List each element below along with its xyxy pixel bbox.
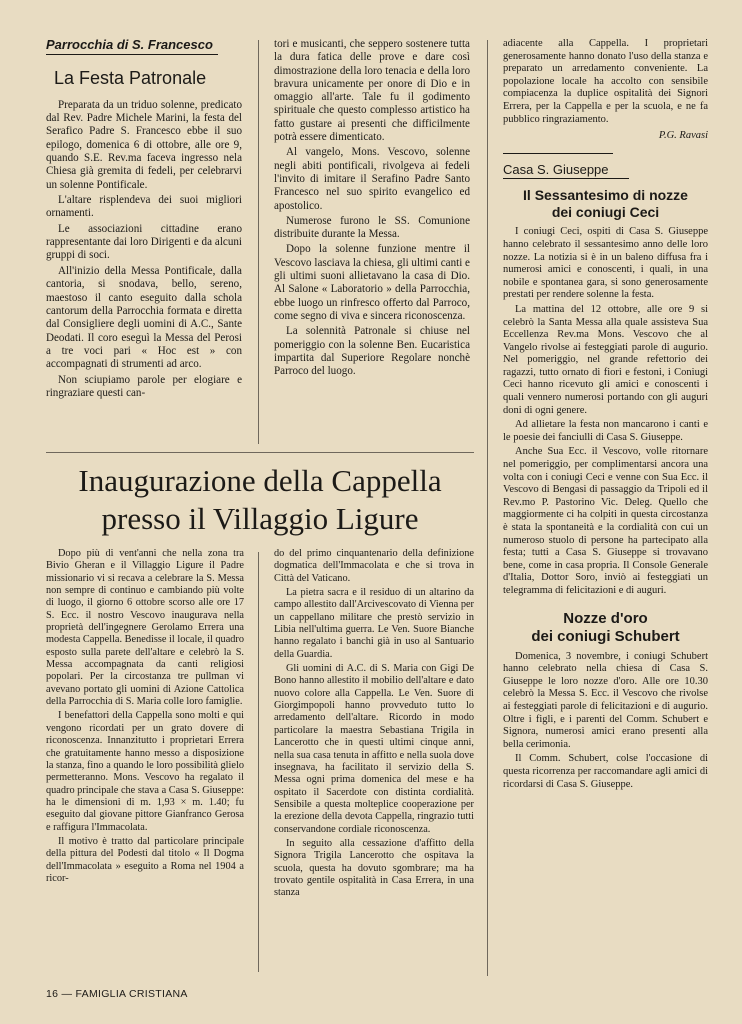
page-footer: 16 — FAMIGLIA CRISTIANA: [46, 988, 188, 1000]
paragraph: Gli uomini di A.C. di S. Maria con Gigi De Bono hanno allestito il mobilio dell'altare e dato nuovo colore alla Cappella. Le Ven. Suore di Giorgimpopoli hanno provveduto tutto lo arredamento dell'altare. Ricordo in modo particolare la maestra Sebastiana Trigila in Lancerotto che in questi ultimi cinque anni, nella sua casa tenuta in affitto e nella suola dove insegnava, ha facilitato il servizio della S. Messa ogni prima domenica del mese e ha ospitato il Sacerdote con distinta cordialità. Sensibile a questa molteplice cooperazione per la erezione della devota Cappella, ringrazio tutti conservandone cordiale riconoscenza.: [274, 663, 474, 835]
paragraph: tori e musicanti, che seppero sostenere tutta la dura fatica delle prove e dare così dimostrazione della loro tenacia e della loro bravura unicamente per onore di Dio e in omaggio all'arte. Tale fu il godimento spirituale che questo complesso artistico ha fatto gustare ai presenti che difficilmente potrà essere dimenticato.: [274, 38, 470, 144]
paragraph: Dopo la solenne funzione mentre il Vescovo lasciava la chiesa, gli ultimi canti e gli ultimi suoni allietavano la casa di Dio. Al Salone « Laboratorio » della Parrocchia, ebbe luogo un rinfresco offerto dal Parroco, come segno di viva e sincera riconoscenza.: [274, 243, 470, 322]
giuseppe-section-rule: [503, 178, 629, 179]
signature-rule: [503, 153, 613, 154]
cappella-title-1: Inaugurazione della Cappella: [78, 463, 442, 498]
paragraph: L'altare risplendeva dei suoi migliori ornamenti.: [46, 194, 242, 220]
paragraph: Dopo più di vent'anni che nella zona tra Bivio Gheran e il Villaggio Ligure il Padre missionario vi si recava a celebrare la S. Messa non sempre di continuo e cambiando più volte di luogo, il giorno 6 ottobre scorso alle ore 17 S. Ecc. il nostro Vescovo inaugurava nella proprietà dell'ingegnere Gerolamo Errera una modesta Cappella. Benedisse il locale, il quadro esposto sulla parete dell'altare e celebrò la S. Messa accompagnata da canti religiosi popolari. Per la circostanza tre pullman vi avevano portato gli uomini di Azione Cattolica della Parrocchia di S. Maria colle loro famiglie.: [46, 548, 244, 708]
paragraph: I coniugi Ceci, ospiti di Casa S. Giuseppe hanno celebrato il sessantesimo anno delle loro nozze. La notizia si è in un baleno diffusa fra i numerosi amici e conoscenti, i quali, in una nobile e spontanea gara, si sono generosamente prestati per rendere solenne la festa.: [503, 226, 708, 301]
column-divider: [258, 40, 259, 444]
paragraph: adiacente alla Cappella. I proprietari generosamente hanno donato l'uso della stanza e preparato un arredamento conveniente. La popolazione locale ha accolto con sensibile compiacenza la duplice ospitalità dei Signori Errera, per la Cappella e per la scuola, e ne fa pubblico ringraziamento.: [503, 38, 708, 125]
paragraph: Non sciupiamo parole per elogiare e ringraziare questi can-: [46, 373, 242, 399]
paragraph: La solennità Patronale si chiuse nel pomeriggio con la solenne Ben. Eucaristica impartita dal Superiore Regolare nonchè Parroco del luogo.: [274, 325, 470, 378]
festa-col-1-body: [46, 99, 242, 401]
festa-section-rule: [46, 54, 218, 55]
schubert-title-1: Nozze d'oro: [563, 609, 648, 627]
paragraph: Numerose furono le SS. Comunione distribuite durante la Messa.: [274, 214, 470, 241]
paragraph: Al vangelo, Mons. Vescovo, solenne negli abiti pontificali, rivolgeva ai fedeli l'invito di imitare il Serafino Padre Santo Francesco nel suo spirito evangelico ed apostolico.: [274, 146, 470, 212]
schubert-title-2: dei coniugi Schubert: [531, 627, 680, 645]
cappella-col-2: [274, 548, 474, 902]
paragraph: La pietra sacra e il residuo di un altarino da campo allestito dall'Arcivescovato di Vienna per un cappellano militare che prestò servizio in Libia nell'ultima guerra. Le Ven. Suore Bianche hanno regalato i banchi già in uso al Santuario della Guardia.: [274, 587, 474, 660]
festa-col-1: [46, 38, 242, 402]
paragraph: La mattina del 12 ottobre, alle ore 9 si celebrò la Santa Messa alla quale assisteva Sua Eccellenza Rev.ma Mons. Vescovo che al Vangelo rivolse ai festeggiati parole di augurio. Nel pomeriggio, nel grande refettorio dei ragazzi, tutto ornato di fiori e festoni, i Coniugi Ceci hanno ricevuto gli amici e conoscenti i quali vennero numerosi portando con gli auguri doni di ogni genere.: [503, 303, 708, 416]
ceci-title-1: Il Sessantesimo di nozze: [523, 187, 688, 204]
paragraph: do del primo cinquantenario della definizione dogmatica dell'Immacolata e che si trova in Città del Vaticano.: [274, 548, 474, 584]
festa-col-2: [274, 38, 470, 380]
paragraph: Le associazioni cittadine erano rappresentante dai loro Dirigenti e da alcuni gruppi di soci.: [46, 222, 242, 262]
festa-section-label: Parrocchia di S. Francesco: [46, 37, 213, 52]
column-divider: [258, 552, 259, 972]
paragraph: In seguito alla cessazione d'affitto della Signora Trigila Lancerotto che ospitava la scuola, questa ha dovuto sgombrare; ma ha trovato gentile ospitalità in Casa Errera, in una stanza: [274, 837, 474, 899]
right-col: [503, 38, 708, 793]
paragraph: I benefattori della Cappella sono molti e qui vengono ricordati per un grato dovere di riconoscenza. Innanzitutto i proprietari Errera che gratuitamente hanno messo a disposizione la stanza, fino a quando le loro possibilità glielo permetteranno. Mons. Vescovo ha regalato il quadro principale che stava a Casa S. Giuseppe: ha le dimensioni di m. 1,93 × m. 1.40; fu eseguito dal giovane pittore Gianfranco Gerosa e raffigura l'Immacolata.: [46, 710, 244, 833]
column-divider: [487, 40, 488, 976]
giuseppe-section-label: Casa S. Giuseppe: [503, 161, 609, 177]
paragraph: Il motivo è tratto dal particolare principale della pittura del Podesti dal titolo « Il Dogma dell'Immacolata » eseguito a Roma nel 1904 a ricor-: [46, 835, 244, 884]
festa-title: La Festa Patronale: [54, 67, 207, 88]
paragraph: Il Comm. Schubert, colse l'occasione di questa ricorrenza per raccomandare agli amici di ricordarsi di Casa S. Giuseppe.: [503, 753, 708, 790]
paragraph: Ad allietare la festa non mancarono i canti e le poesie dei fanciulli di Casa S. Giuseppe.: [503, 419, 708, 443]
cappella-headline: [40, 462, 480, 538]
cappella-title-2: presso il Villaggio Ligure: [101, 501, 419, 536]
ceci-title-2: dei coniugi Ceci: [551, 204, 660, 221]
paragraph: Anche Sua Ecc. il Vescovo, volle ritornare nel pomeriggio, per complimentarsi ancora una volta con i coniugi Ceci e venne con Sua Ecc. il Vescovo di Bengasi di passaggio da Tripoli ed il Rev.mo P. Pastorino Vic. Deleg. Quello che maggiormente ci ha colpiti in questa circostanza è stata la spontaneità e la cordialità con cui un numeroso stuolo di persone ha partecipato alla festa; tutti a Casa S. Giuseppe si trovavano bene, come in casa propria. Il Console Generale d'Italia, Dottor Soro, inviò ai festeggiati un telegramma di felicitazioni e di auguri.: [503, 446, 708, 596]
signature: P.G. Ravasi: [658, 130, 708, 142]
paragraph: Preparata da un triduo solenne, predicato dal Rev. Padre Michele Marini, la festa del Serafico Padre S. Francesco ebbe il suo epilogo, domenica 6 di ottobre, alle ore 9, quando S.E. Rev.ma faceva ingresso nela Chiesa già gremita di fedeli, per celebrarvi un solenne Pontificale.: [46, 98, 242, 191]
paragraph: All'inizio della Messa Pontificale, dalla cantoria, si snodava, bello, sereno, maestoso il canto eseguito dalla schola cantorum della Parrocchia formata e diretta dal Consigliere degli uomini di A.C., Sante Deodati. Il coro eseguì la Messa del Perosi a tre voci pari « Hoc est » con accompagnati di strumenti ad arco.: [46, 264, 242, 371]
paragraph: Domenica, 3 novembre, i coniugi Schubert hanno celebrato nella chiesa di Casa S. Giuseppe le loro nozze d'oro. Alle ore 10.30 celebrò la Messa S. Ecc. il Vescovo che rivolse ai festeggiati parole di felicitazioni e di augurio. Oltre i figli, e i parenti del Comm. Schubert e Signora, numerosi amici erano presenti alla bella cerimonia.: [503, 650, 708, 750]
cappella-col-1: [46, 548, 244, 887]
title-separator: [46, 452, 474, 453]
